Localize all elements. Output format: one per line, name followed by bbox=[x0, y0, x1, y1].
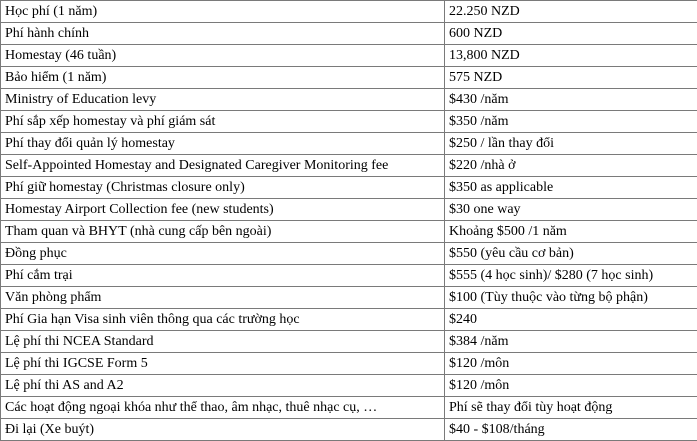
table-row bbox=[1, 155, 697, 177]
table-row bbox=[1, 89, 697, 111]
table-row bbox=[1, 287, 697, 309]
fee-amount-cell: Phí sẽ thay đổi tùy hoạt động bbox=[445, 397, 697, 419]
fee-amount-cell: $350 /năm bbox=[445, 111, 697, 133]
fee-item-cell: Phí cắm trại bbox=[1, 265, 445, 287]
fee-amount-cell: $30 one way bbox=[445, 199, 697, 221]
table-row bbox=[1, 265, 697, 287]
fee-amount-cell: $250 / lần thay đổi bbox=[445, 133, 697, 155]
fee-amount-cell: $550 (yêu cầu cơ bản) bbox=[445, 243, 697, 265]
table-row bbox=[1, 23, 697, 45]
fee-item-cell: Self-Appointed Homestay and Designated Caregiver Monitoring fee bbox=[1, 155, 445, 177]
fee-item-cell: Phí Gia hạn Visa sinh viên thông qua các trường học bbox=[1, 309, 445, 331]
fee-item-cell: Văn phòng phẩm bbox=[1, 287, 445, 309]
table-row bbox=[1, 353, 697, 375]
table-row bbox=[1, 177, 697, 199]
fee-item-cell: Lệ phí thi AS and A2 bbox=[1, 375, 445, 397]
fee-item-cell: Học phí (1 năm) bbox=[1, 1, 445, 23]
fee-item-cell: Bảo hiểm (1 năm) bbox=[1, 67, 445, 89]
fee-item-cell: Lệ phí thi NCEA Standard bbox=[1, 331, 445, 353]
fee-amount-cell: $120 /môn bbox=[445, 353, 697, 375]
fee-item-cell: Các hoạt động ngoại khóa như thể thao, âm nhạc, thuê nhạc cụ, … bbox=[1, 397, 445, 419]
fee-amount-cell: $240 bbox=[445, 309, 697, 331]
fee-item-cell: Homestay Airport Collection fee (new students) bbox=[1, 199, 445, 221]
fee-amount-cell: $350 as applicable bbox=[445, 177, 697, 199]
fee-amount-cell: $100 (Tùy thuộc vào từng bộ phận) bbox=[445, 287, 697, 309]
fee-amount-cell: 575 NZD bbox=[445, 67, 697, 89]
table-row bbox=[1, 243, 697, 265]
table-row bbox=[1, 397, 697, 419]
fee-amount-cell: 13,800 NZD bbox=[445, 45, 697, 67]
fee-amount-cell: 22.250 NZD bbox=[445, 1, 697, 23]
fee-amount-cell: $430 /năm bbox=[445, 89, 697, 111]
fee-amount-cell: $40 - $108/tháng bbox=[445, 419, 697, 441]
fee-amount-cell: Khoảng $500 /1 năm bbox=[445, 221, 697, 243]
fee-item-cell: Đi lại (Xe buýt) bbox=[1, 419, 445, 441]
fee-amount-cell: 600 NZD bbox=[445, 23, 697, 45]
table-row bbox=[1, 199, 697, 221]
fee-item-cell: Ministry of Education levy bbox=[1, 89, 445, 111]
fee-item-cell: Phí sắp xếp homestay và phí giám sát bbox=[1, 111, 445, 133]
table-row bbox=[1, 1, 697, 23]
fee-item-cell: Homestay (46 tuần) bbox=[1, 45, 445, 67]
fee-item-cell: Phí thay đổi quản lý homestay bbox=[1, 133, 445, 155]
table-row bbox=[1, 221, 697, 243]
table-row bbox=[1, 45, 697, 67]
fee-amount-cell: $120 /môn bbox=[445, 375, 697, 397]
fee-item-cell: Phí giữ homestay (Christmas closure only) bbox=[1, 177, 445, 199]
fee-item-cell: Phí hành chính bbox=[1, 23, 445, 45]
table-row bbox=[1, 331, 697, 353]
table-row bbox=[1, 133, 697, 155]
table-row bbox=[1, 375, 697, 397]
fee-amount-cell: $220 /nhà ở bbox=[445, 155, 697, 177]
table-row bbox=[1, 67, 697, 89]
table-row bbox=[1, 419, 697, 441]
fee-amount-cell: $384 /năm bbox=[445, 331, 697, 353]
fee-amount-cell: $555 (4 học sinh)/ $280 (7 học sinh) bbox=[445, 265, 697, 287]
table-row bbox=[1, 111, 697, 133]
fee-item-cell: Đồng phục bbox=[1, 243, 445, 265]
table-row bbox=[1, 309, 697, 331]
fee-table-body bbox=[1, 1, 697, 441]
fee-item-cell: Tham quan và BHYT (nhà cung cấp bên ngoài) bbox=[1, 221, 445, 243]
fee-item-cell: Lệ phí thi IGCSE Form 5 bbox=[1, 353, 445, 375]
